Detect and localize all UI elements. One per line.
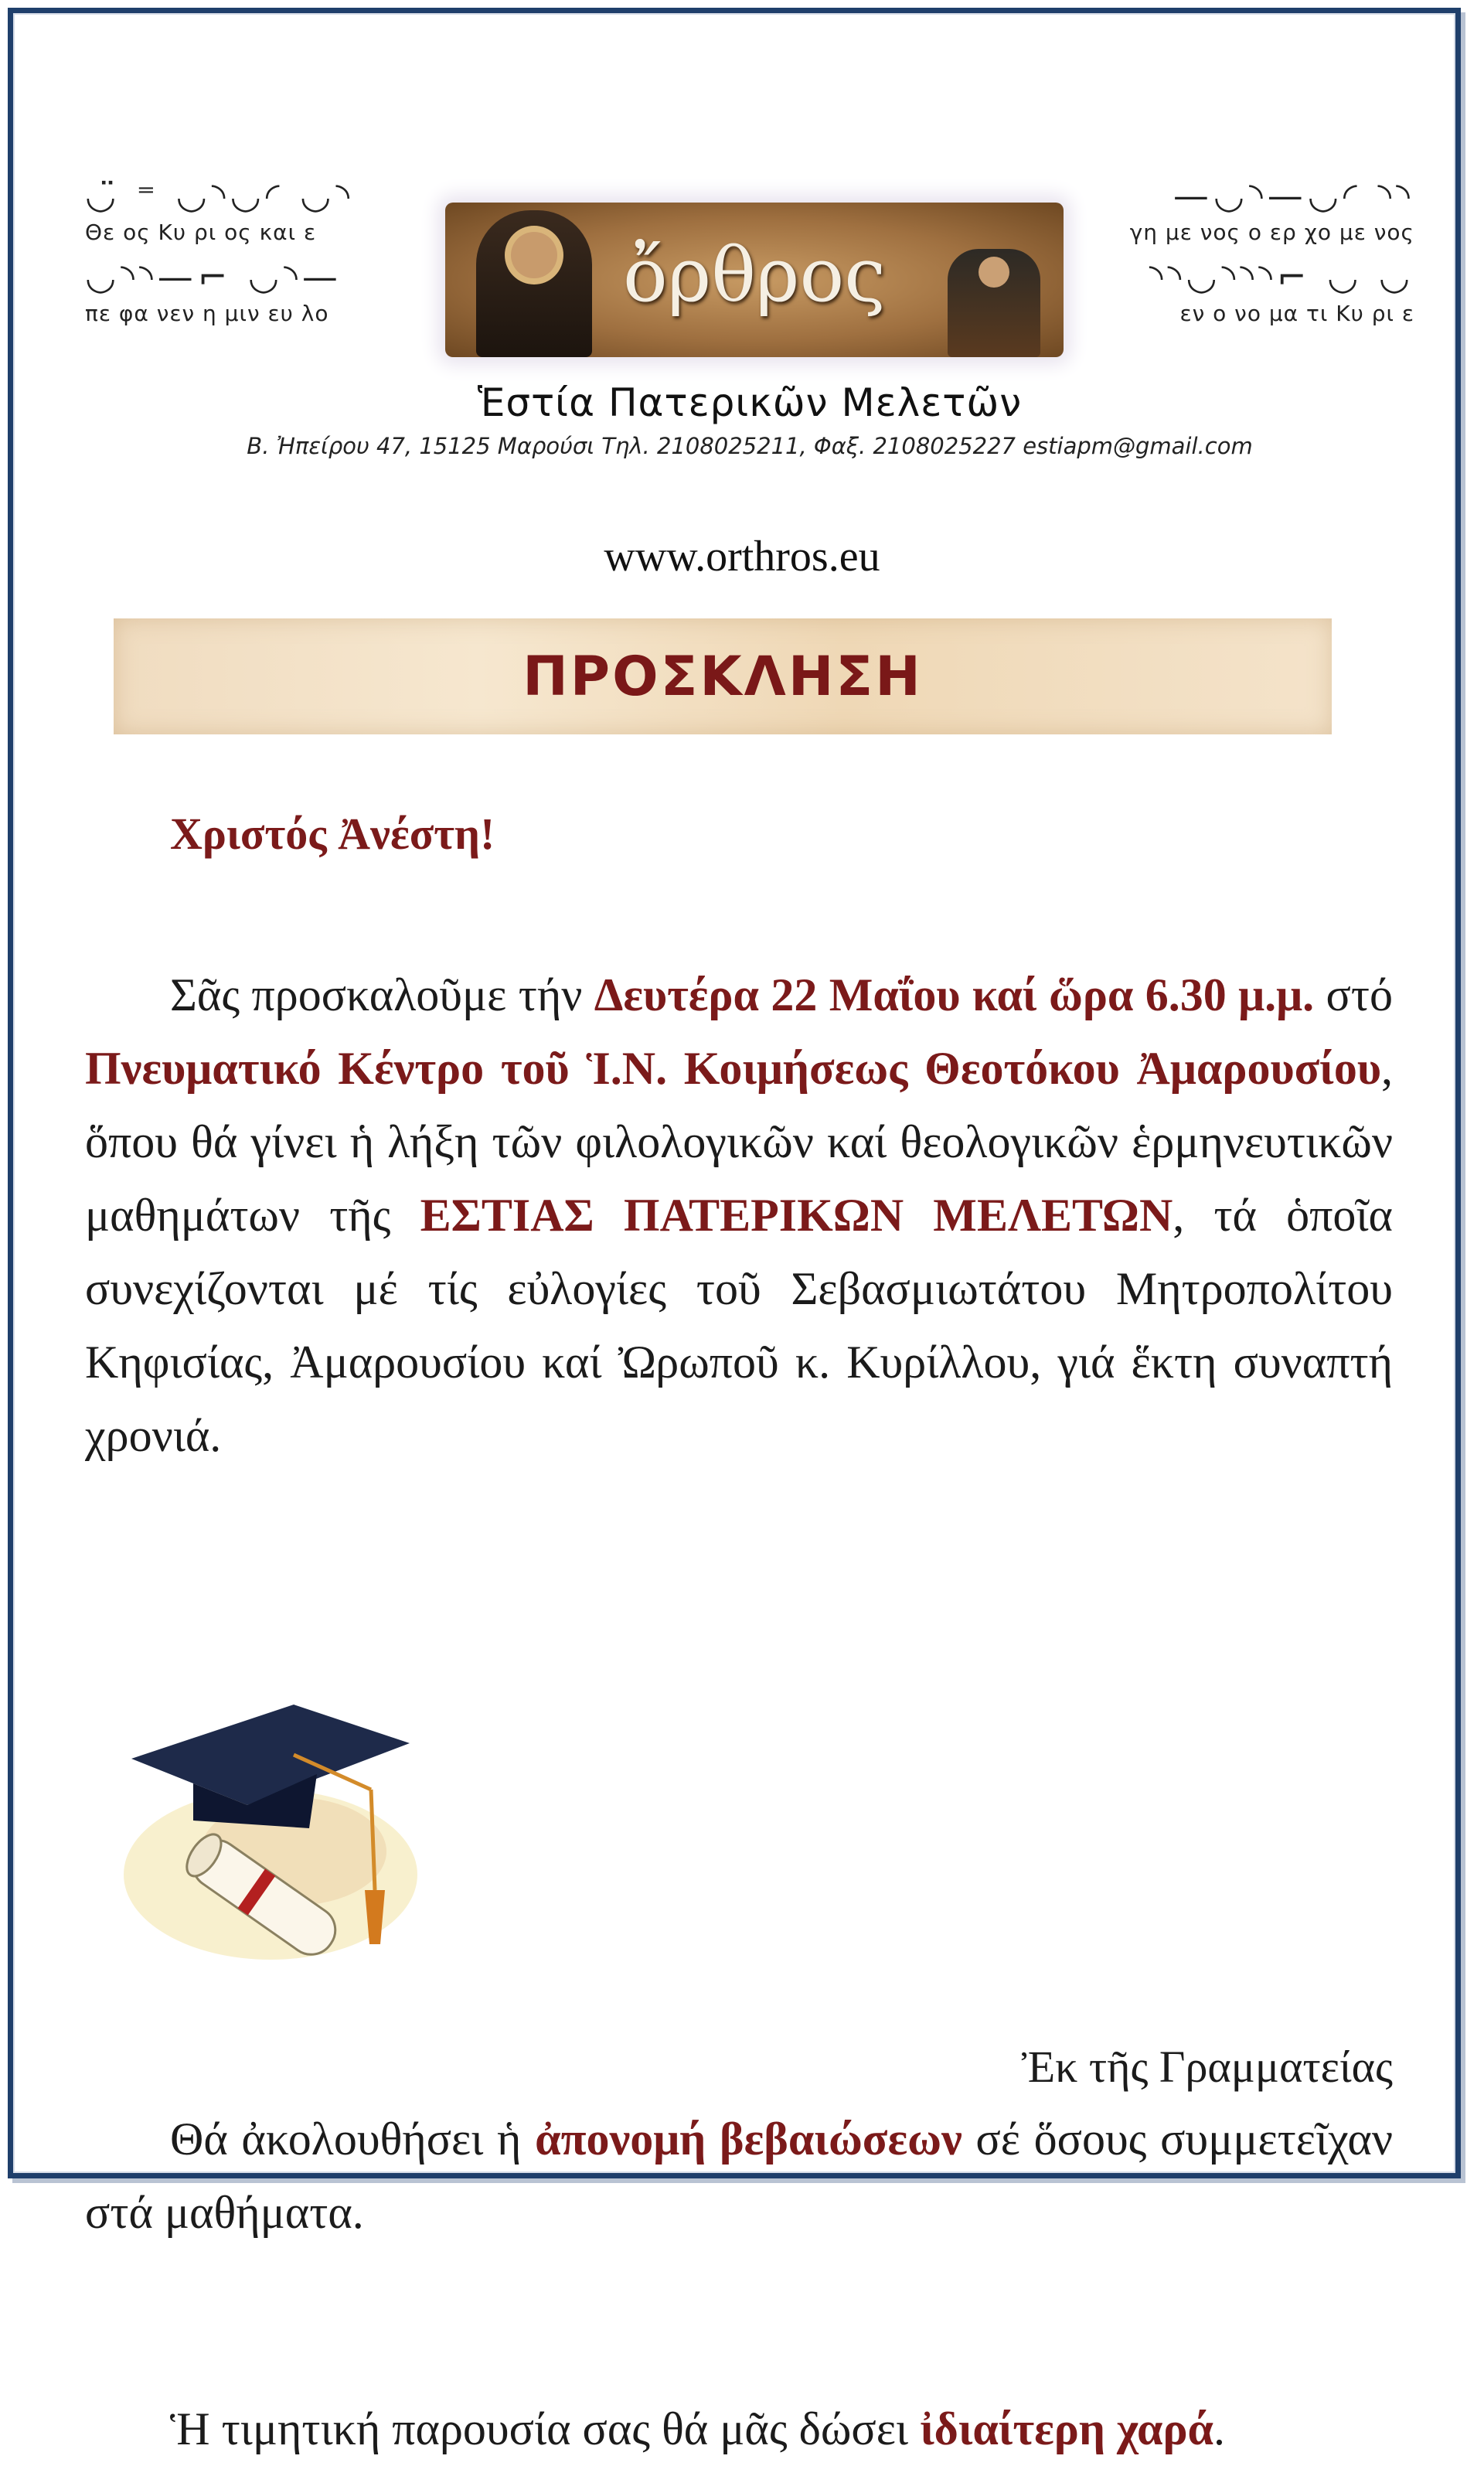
- syllable-line: γη με νος ο ερ χο με νος: [1129, 220, 1414, 245]
- text-run: σέ ὅσους συμμετεῖχαν στά μαθήματα.: [85, 2113, 1393, 2238]
- organization-name: Ἑστία Πατερικῶν Μελετῶν: [477, 380, 1023, 425]
- paragraph-certificates: [85, 2103, 1393, 2250]
- syllable-line: πε φα νεν η μιν ευ λο: [85, 301, 329, 326]
- text-run: Σᾶς προσκαλοῦμε τήν: [170, 969, 594, 1020]
- text-run: , τά ὁποῖα συνεχίζονται μέ τίς εὐλογίες τοῦ Σεβασμιωτάτου Μητροπολίτου Κηφισίας, Ἀμαρουσίου καί Ὠρωποῦ κ. Κυρίλλου, γιά ἕκτη συναπτή χρονιά.: [85, 1190, 1393, 1461]
- text-run: .: [1213, 2403, 1226, 2454]
- joy-highlight: ἰδιαίτερη χαρά: [920, 2403, 1214, 2454]
- paragraph-invitation-details: [85, 959, 1393, 1473]
- organization-address: Β. Ἠπείρου 47, 15125 Μαρούσι Τηλ. 2108025211, Φαξ. 2108025227 estiapm@gmail.com: [247, 433, 1253, 459]
- event-date-time: Δευτέρα 22 Μαΐου καί ὥρα 6.30 μ.μ.: [594, 969, 1315, 1020]
- neume-line: ◡◝◝—⌐ ◡◝—: [85, 256, 342, 298]
- syllable-line: εν ο νο μα τι Κυ ρι ε: [1179, 301, 1414, 326]
- invitation-title: ΠΡΟΣΚΛΗΣΗ: [522, 645, 923, 708]
- text-run: Ἡ τιμητική παρουσία σας θά μᾶς δώσει: [170, 2403, 921, 2454]
- graduation-cap-diploma-icon: [116, 1697, 425, 1975]
- event-venue: Πνευματικό Κέντρο τοῦ Ἱ.Ν. Κοιμήσεως Θεοτόκου Ἀμαρουσίου: [85, 1043, 1381, 1094]
- syllable-line: Θε ος Κυ ρι ος και ε: [85, 220, 317, 245]
- orthros-banner-logo: [445, 203, 1064, 357]
- organization-highlight: ΕΣΤΙΑΣ ΠΑΤΕΡΙΚΩΝ ΜΕΛΕΤΩΝ: [420, 1190, 1173, 1241]
- neume-line: ◝◝◡◝◝◝⌐ ◡ ◡: [1149, 256, 1414, 298]
- neume-line: —◡◝—◡◜ ◝◝: [1173, 175, 1414, 216]
- paragraph-closing: [85, 2393, 1393, 2466]
- letterhead: [85, 175, 1414, 472]
- signature-secretariat: Ἐκ τῆς Γραμματείας: [1021, 2042, 1393, 2092]
- text-run: , ὅπου θά γίνει ἡ λήξη τῶν φιλολογικῶν καί θεολογικῶν ἑρμηνευτικῶν μαθημάτων τῆς: [85, 1043, 1393, 1241]
- neumes-right: [1129, 175, 1414, 326]
- neume-line: ◡̈ ⁼ ◡◝◡◜ ◡◝: [85, 175, 355, 216]
- text-run: στό: [1314, 969, 1393, 1020]
- certificates-highlight: ἀπονομή βεβαιώσεων: [535, 2113, 962, 2165]
- banner-title: ὄρθρος: [622, 232, 887, 318]
- website-link[interactable]: www.orthros.eu: [604, 533, 880, 581]
- invitation-banner: [114, 618, 1332, 734]
- text-run: Θά ἀκολουθήσει ἡ: [170, 2113, 536, 2165]
- greeting: Χριστός Ἀνέστη!: [170, 809, 495, 859]
- neumes-left: [85, 175, 355, 326]
